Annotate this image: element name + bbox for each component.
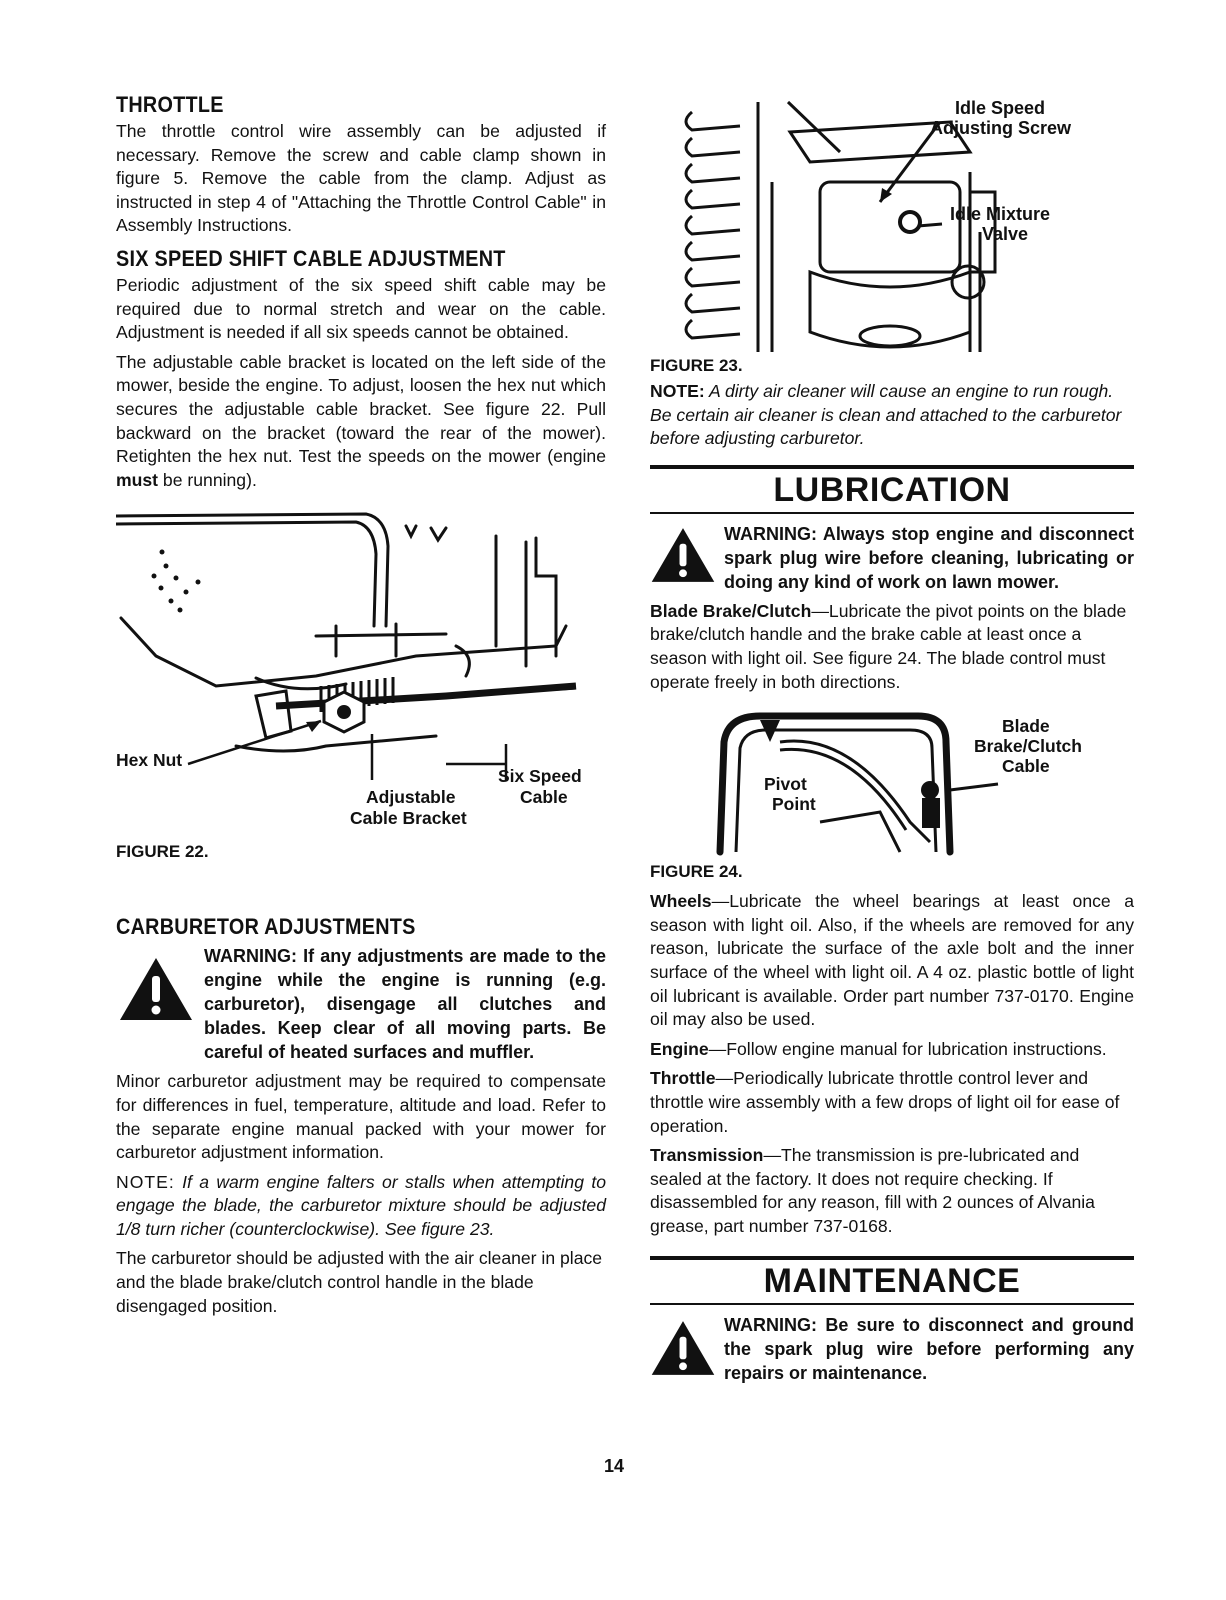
label-cable-bracket: Cable Bracket: [350, 808, 467, 829]
carburetor-warning-text: WARNING: If any adjustments are made to the engine while the engine is running (e.g. carburetor), disengage all clutches and blades. Keep clear of all moving parts. Be careful of heated surfaces and muffler.: [204, 946, 606, 1063]
engine-paragraph: [650, 1038, 1134, 1062]
throttle-lube-text: —Periodically lubricate throttle control lever and throttle wire assembly with a few drops of light oil for ease of operation.: [650, 1068, 1120, 1136]
throttle-paragraph: The throttle control wire assembly can be adjusted if necessary. Remove the screw and cable clamp shown in figure 5. Remove the cable from the clamp. Adjust as instructed in step 4 of "Attaching the Throttle Control Cable" in Assembly Instructions.: [116, 121, 606, 236]
six-speed-p2-bold: must: [116, 469, 159, 490]
figure-23-note-text: A dirty air cleaner will cause an engine to run rough. Be certain air cleaner is clean and attached to the carburetor before adjusting carburetor.: [650, 381, 1122, 449]
carburetor-note-text: If a warm engine falters or stalls when attempting to engage the blade, the carburetor mixture should be adjusted 1/8 turn richer (counterclockwise). See figure 23.: [116, 1171, 606, 1239]
figure-23-note: [650, 380, 1134, 451]
label-brake-clutch: Brake/Clutch: [974, 736, 1082, 757]
figure-22-illustration: [116, 506, 606, 806]
warning-triangle-icon: [650, 1319, 716, 1377]
lubrication-warning: [650, 522, 1134, 594]
figure-23-note-label: NOTE:: [650, 381, 705, 401]
transmission-text: —The transmission is pre-lubricated and sealed at the factory. It does not require checking. If disassembled for any reason, fill with 2 ounces of Alvania grease, part number 737-0168.: [650, 1145, 1095, 1236]
maintenance-warning: [650, 1313, 1134, 1385]
label-six-speed-cable: Cable: [520, 787, 568, 808]
label-pivot: Pivot: [764, 774, 807, 795]
wheels-text: —Lubricate the wheel bearings at least once a season with light oil. Also, if the wheels are removed for any reason, lubricate the surface of the axle bolt and the inner surface of the wheel with light oil. A 4 oz. plastic bottle of light oil lubricant is available. Order part number 737-0170. Engine oil may also be used.: [650, 891, 1134, 1030]
transmission-label: Transmission: [650, 1145, 764, 1166]
carburetor-heading: CARBURETOR ADJUSTMENTS: [116, 914, 416, 940]
label-blade: Blade: [1002, 716, 1050, 737]
warning-triangle-icon: [118, 956, 194, 1022]
six-speed-paragraph-1: Periodic adjustment of the six speed shift cable may be required due to normal stretch and wear on the cable. Adjustment is needed if all six speeds cannot be obtained.: [116, 274, 606, 343]
carburetor-paragraph-1: Minor carburetor adjustment may be required to compensate for differences in fuel, temperature, altitude and load. Refer to the separate engine manual packed with your mower for carburetor adjustment information.: [116, 1071, 606, 1163]
figure-23-caption: FIGURE 23.: [650, 356, 743, 375]
engine-text: —Follow engine manual for lubrication instructions.: [708, 1038, 1107, 1059]
six-speed-p2-end: be running).: [158, 469, 257, 490]
label-adjustable: Adjustable: [366, 787, 456, 808]
figure-22: [116, 506, 606, 838]
transmission-paragraph: [650, 1144, 1134, 1238]
six-speed-paragraph-2: [116, 351, 606, 493]
figure-23: [650, 92, 1134, 356]
maintenance-heading: MAINTENANCE: [650, 1256, 1134, 1305]
figure-22-caption: FIGURE 22.: [116, 842, 209, 862]
lubrication-warning-text: WARNING: Always stop engine and disconnect spark plug wire before cleaning, lubricating or doing any kind of work on lawn mower.: [724, 523, 1134, 592]
lubrication-heading: LUBRICATION: [650, 465, 1134, 514]
label-idle-mixture: Idle Mixture: [950, 204, 1051, 224]
warning-triangle-icon: [650, 526, 716, 584]
throttle-lube-label: Throttle: [650, 1068, 716, 1089]
engine-label: Engine: [650, 1038, 709, 1059]
maintenance-warning-text: WARNING: Be sure to disconnect and ground the spark plug wire before performing any repairs or maintenance.: [724, 1315, 1134, 1384]
throttle-lube-paragraph: [650, 1067, 1134, 1138]
wheels-paragraph: [650, 890, 1134, 1032]
six-speed-heading: SIX SPEED SHIFT CABLE ADJUSTMENT: [116, 245, 506, 271]
right-column: [650, 92, 1134, 1391]
six-speed-p2-text: The adjustable cable bracket is located on the left side of the mower, beside the engine. To adjust, loosen the hex nut which secures the adjustable cable bracket. See figure 22. Pull backward on the bracket (toward the rear of the mower). Retighten the hex nut. Test the speeds on the mower (engine: [116, 351, 606, 467]
figure-24-caption: FIGURE 24.: [650, 862, 743, 882]
throttle-heading: THROTTLE: [116, 92, 224, 117]
label-blade-cable: Cable: [1002, 756, 1050, 777]
blade-brake-text: —Lubricate the pivot points on the blade brake/clutch handle and the brake cable at least once a season with light oil. See figure 24. The blade control must operate freely in both directions.: [650, 600, 1127, 692]
wheels-label: Wheels: [650, 891, 712, 912]
label-six-speed: Six Speed: [498, 766, 582, 787]
label-hex-nut: Hex Nut: [116, 750, 183, 771]
label-adjusting-screw: Adjusting Screw: [930, 118, 1072, 138]
carburetor-note: [116, 1171, 606, 1242]
label-valve: Valve: [982, 224, 1029, 244]
carburetor-warning: [116, 944, 606, 1064]
label-idle-speed: Idle Speed: [955, 98, 1046, 118]
carburetor-note-label: NOTE:: [116, 1171, 175, 1192]
blade-brake-paragraph: [650, 600, 1134, 694]
carburetor-paragraph-2: The carburetor should be adjusted with the air cleaner in place and the blade brake/clutch control handle in the blade disengaged position.: [116, 1248, 603, 1316]
figure-24: [650, 702, 1134, 862]
blade-brake-label: Blade Brake/Clutch: [650, 600, 812, 621]
figure-24-illustration: [700, 702, 1000, 860]
page-number: 14: [604, 1456, 625, 1476]
label-point: Point: [772, 794, 816, 815]
left-column: [116, 92, 606, 1324]
